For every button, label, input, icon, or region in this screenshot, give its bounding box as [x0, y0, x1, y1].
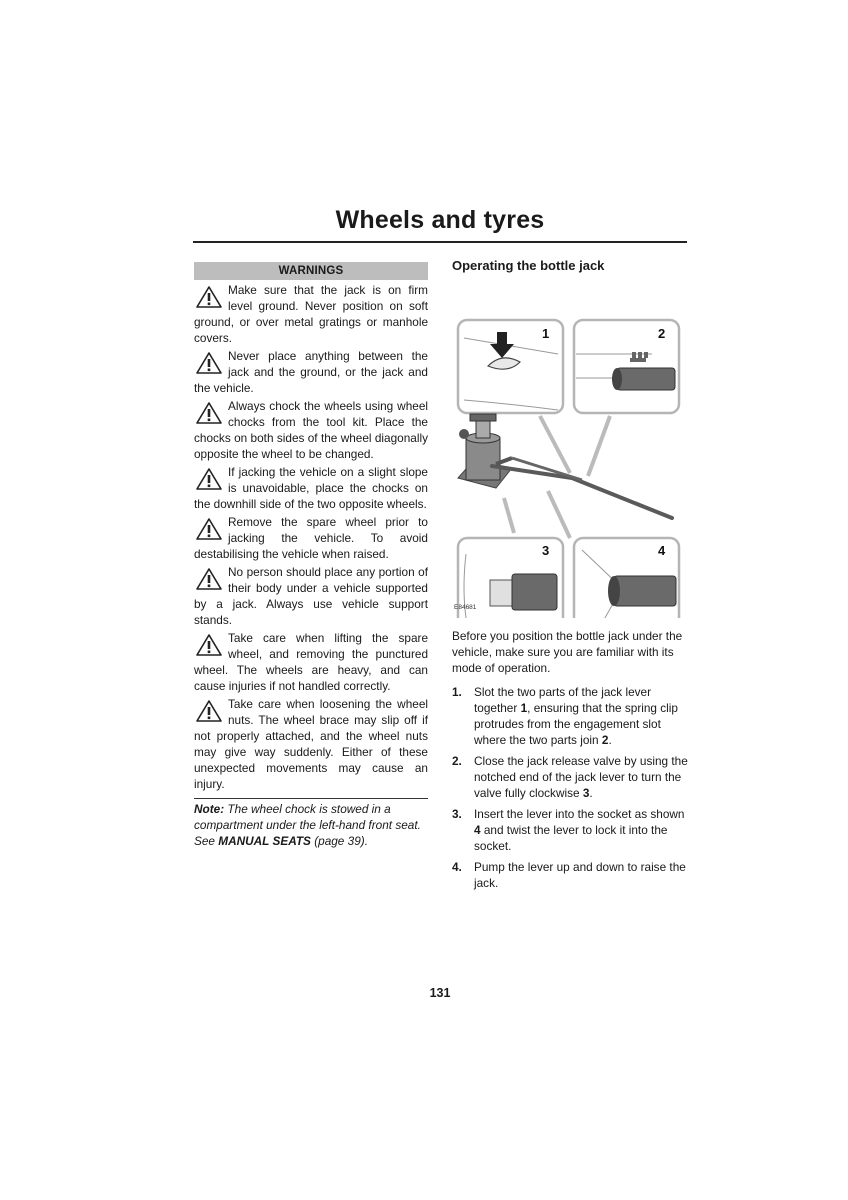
warning-item — [194, 398, 428, 462]
step-item — [452, 684, 688, 748]
step-text-part: Pump the lever up and down to raise the jack. — [474, 860, 686, 890]
step-text-part: , ensuring that the spring clip protrudes from the engagement slot where the two parts join — [474, 701, 678, 747]
warning-triangle-icon — [195, 467, 223, 491]
warning-text: Make sure that the jack is on firm level ground. Never position on soft ground, or over metal gratings or manhole covers. — [194, 283, 428, 345]
warning-text: Remove the spare wheel prior to jacking the vehicle. To avoid destabilising the vehicle when raised. — [194, 515, 428, 561]
steps-list — [452, 684, 688, 891]
step-text-part: Close the jack release valve by using the notched end of the jack lever to turn the valve fully clockwise — [474, 754, 688, 800]
figure-ref: 1 — [520, 701, 528, 715]
panel-label-3: 3 — [542, 543, 550, 558]
warnings-list — [194, 282, 428, 792]
warning-item — [194, 564, 428, 628]
figure-ref: 2 — [601, 733, 609, 747]
section-heading: Operating the bottle jack — [452, 258, 605, 273]
page-number: 131 — [429, 986, 451, 1000]
note-text: The wheel chock is stowed in a compartment under the left-hand front seat. See — [194, 802, 421, 848]
step-number: 2. — [452, 754, 462, 768]
figure-ref: 4 — [474, 823, 481, 837]
warnings-header: WARNINGS — [194, 262, 428, 280]
warning-item — [194, 348, 428, 396]
warning-triangle-icon — [195, 517, 223, 541]
warning-triangle-icon — [195, 285, 223, 309]
step-item — [452, 753, 688, 801]
step-item — [452, 859, 688, 891]
figure-ref: 3 — [582, 786, 590, 800]
warning-triangle-icon — [195, 567, 223, 591]
instructions-column — [452, 258, 688, 896]
step-text-part: Slot the two parts of the jack lever together — [474, 685, 652, 715]
warning-item — [194, 464, 428, 512]
warning-triangle-icon — [195, 699, 223, 723]
warning-triangle-icon — [195, 351, 223, 375]
step-text — [474, 859, 688, 891]
step-text — [474, 753, 688, 801]
warning-item — [194, 282, 428, 346]
warning-triangle-icon — [195, 633, 223, 657]
step-text-part: . — [589, 786, 593, 800]
step-number: 3. — [452, 807, 462, 821]
panel-label-2: 2 — [658, 326, 666, 341]
page-title: Wheels and tyres — [335, 206, 545, 234]
step-text-part: Insert the lever into the socket as shown — [474, 807, 685, 821]
warning-item — [194, 696, 428, 792]
step-text — [474, 806, 688, 854]
step-text-part: . — [608, 733, 612, 747]
step-number: 1. — [452, 685, 462, 699]
warning-text: Never place anything between the jack and the ground, or the jack and the vehicle. — [194, 349, 428, 395]
bottle-jack-figure — [452, 288, 682, 618]
panel-label-4: 4 — [658, 543, 666, 558]
warning-item — [194, 630, 428, 694]
warning-triangle-icon — [195, 401, 223, 425]
step-item — [452, 806, 688, 854]
warnings-column — [194, 262, 428, 849]
step-text — [474, 684, 688, 748]
warning-item — [194, 514, 428, 562]
step-number: 4. — [452, 860, 462, 874]
warning-text: Take care when lifting the spare wheel, and removing the punctured wheel. The wheels are heavy, and can cause injuries if not handled correctly. — [194, 631, 428, 693]
intro-paragraph: Before you position the bottle jack under the vehicle, make sure you are familiar with its mode of operation. — [452, 629, 683, 675]
warning-text: Take care when loosening the wheel nuts. The wheel brace may slip off if not properly attached, and the wheel nuts may give way suddenly. Either of these unexpected movements may cause an injury. — [194, 697, 428, 791]
note-link-manual-seats[interactable]: MANUAL SEATS — [218, 834, 311, 848]
bottle-jack-illustration — [452, 288, 682, 618]
panel-label-1: 1 — [542, 326, 550, 341]
note — [194, 801, 428, 849]
figure-id: E84681 — [454, 604, 477, 611]
warning-text: If jacking the vehicle on a slight slope is unavoidable, place the chocks on the downhill side of the two opposite wheels. — [194, 465, 428, 511]
note-label: Note: — [194, 802, 225, 816]
title-rule — [193, 241, 687, 243]
warning-text: Always chock the wheels using wheel chocks from the tool kit. Place the chocks on both sides of the wheel diagonally opposite the wheel to be changed. — [194, 399, 428, 461]
warnings-divider — [194, 798, 428, 799]
note-page-ref: (page 39). — [310, 834, 368, 848]
step-text-part: and twist the lever to lock it into the socket. — [474, 823, 668, 853]
warning-text: No person should place any portion of their body under a vehicle supported by a jack. Always use vehicle support stands. — [194, 565, 428, 627]
